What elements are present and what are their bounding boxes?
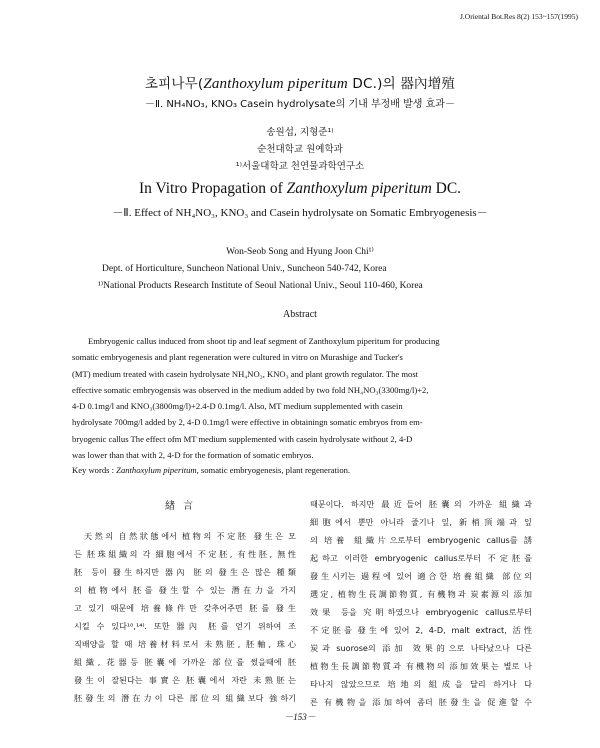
body-line: 든 胚珠組織의 각 細胞에서 不定胚, 有性胚, 無性 <box>74 549 296 559</box>
korean-affiliation-2: ¹⁾서울대학교 천연물과학연구소 <box>235 161 365 172</box>
korean-affiliation-1: 순천대학교 원예학과 <box>257 144 343 155</box>
body-line: 胚發生의 潛在力이 다른 部位의 組織보다 強하기 <box>74 693 296 703</box>
body-line: 른 有機物을 添加하여 좀더 胚發生을 促進할 수 <box>310 697 532 707</box>
right-column <box>310 495 532 711</box>
abstract-line: (MT) medium treated with casein hydrolysate NH₄NO₃, KNO₃ and plant growth regulator. The most <box>72 368 419 379</box>
korean-authors: 송원섭, 지형준¹⁾ <box>266 127 334 138</box>
english-authors: Won-Seob Song and Hyung Joon Chi¹⁾ <box>226 247 374 257</box>
body-line: 植物生長調節物質과 有機物의 添加效果는 별로 나 <box>310 661 532 671</box>
abstract-line: somatic embryogenesis and plant regeneration were cultured in vitro on Murashige and Tucker's <box>72 352 403 363</box>
body-line: 의 植物에서 胚를 發生할 수 있는 潛在力을 가지 <box>74 585 296 595</box>
body-line: 發生이 잘된다는 事實은 胚囊에서 자란 未熟胚는 <box>74 675 296 685</box>
english-affiliation-1: Dept. of Horticulture, Suncheon National Univ., Suncheon 540-742, Korea <box>102 264 387 274</box>
body-line: 起하고 이러한 embryogenic callus로부터 不定胚를 <box>310 553 532 563</box>
abstract-line: hydrolysate 700mg/l added by 2, 4-D 0.1mg/l were effective in obtainingn somatic embryos from em- <box>72 417 423 428</box>
body-line: 不定胚를 發生에 있어 2, 4-D, malt extract, 活性 <box>310 625 532 635</box>
korean-subtitle: －Ⅱ. NH₄NO₃, KNO₃ Casein hydrolysate의 기내 부정배 발생 효과－ <box>145 99 455 110</box>
korean-title-prefix: 초피나무( <box>144 76 204 92</box>
journal-reference: J.Oriental Bot.Res 8(2) 153~157(1995) <box>459 12 578 21</box>
body-line: 天然의 自然狀態에서 植物의 不定胚 發生은 모 <box>84 531 296 541</box>
body-line: 고 있기 때문에 培養條件만 갖추어주면 胚를 發生 <box>74 603 296 613</box>
body-line: 시킬 수 있다¹⁰,¹⁴⁾. 또한 器內 胚를 얻기 위하여 조 <box>74 621 296 631</box>
english-affiliation-2: ¹⁾National Products Research Institute of Seoul National Univ., Seoul 110-460, Korea <box>98 281 423 291</box>
abstract-line: 4-D 0.1mg/l and KNO₃(3800mg/l)+2.4-D 0.1mg/l. Also, MT medium supplemented with casein <box>72 401 403 412</box>
abstract-body <box>72 333 528 463</box>
english-title <box>0 180 600 198</box>
english-title-prefix: In Vitro Propagation of <box>138 180 287 197</box>
body-line: 炭과 suorose의 添加 效果的으로 나타났으나 다른 <box>310 643 532 653</box>
abstract-line: bryogenic callus The effect ofm MT medium supplemented with casein hydrolysate without 2, 4-D <box>72 433 413 444</box>
english-title-species: Zanthoxylum piperitum <box>286 180 432 197</box>
korean-author-block <box>0 124 600 175</box>
korean-title <box>0 72 600 93</box>
english-subtitle: －Ⅱ. Effect of NH₄NO₃, KNO₃ and Casein hydrolysate on Somatic Embryogenesis－ <box>112 207 488 219</box>
left-column <box>74 527 296 707</box>
korean-title-species: Zanthoxylum piperitum <box>203 76 348 92</box>
english-author-block <box>0 244 600 295</box>
body-line: 의 培養 組織片으로부터 embryogenic callus를 誘 <box>310 535 532 545</box>
body-line: 細胞에서 뿐만 아니라 줄기나 잎, 新梢頂端과 잎 <box>310 517 532 527</box>
english-title-suffix: DC. <box>431 180 462 197</box>
abstract-heading: Abstract <box>283 309 317 320</box>
body-line: 胚 등이 發生하지만 器內 胚의 發生은 많은 種類 <box>74 567 296 577</box>
page-number: －153－ <box>284 712 316 722</box>
keywords <box>72 465 528 475</box>
abstract-line: Embryogenic callus induced from shoot tip and leaf segment of Zanthoxylum piperitum for producing <box>88 336 440 346</box>
keywords-label: Key words : <box>72 465 117 475</box>
body-line: 타나지 않았으므로 培地의 組成을 달리 하거나 다 <box>310 679 532 689</box>
body-line: 組織, 花器등 胚囊에 가까운 部位를 썼을때에 胚 <box>74 657 296 667</box>
body-line: 選定, 植物生長調節物質, 有機物과 炭素源의 添加 <box>310 589 532 599</box>
abstract-line: was lower than that with 2, 4-D for the formation of somatic embryos. <box>72 450 314 461</box>
body-line: 직배양을 할 때 培養材料로서 未熟胚, 胚軸, 珠心 <box>74 639 296 649</box>
body-line: 發生시키는 過程에 있어 適合한 培養組織 部位의 <box>310 571 532 581</box>
body-line: 效果 등을 究明하였으나 embryogenic callus로부터 <box>310 607 532 617</box>
introduction-heading: 緖言 <box>165 501 201 512</box>
keywords-species: Zanthoxylum piperitum, <box>116 465 199 475</box>
body-line: 때문이다. 하지만 最近들어 胚囊의 가까운 組織과 <box>310 499 532 509</box>
abstract-line: effective somatic embryogensis was observed in the medium added by two fold NH₄NO₃(3300mg/l)+2, <box>72 384 429 395</box>
keywords-list: somatic embryogenesis, plant regeneration. <box>198 465 351 475</box>
korean-title-suffix: DC.)의 器內增殖 <box>347 76 456 92</box>
